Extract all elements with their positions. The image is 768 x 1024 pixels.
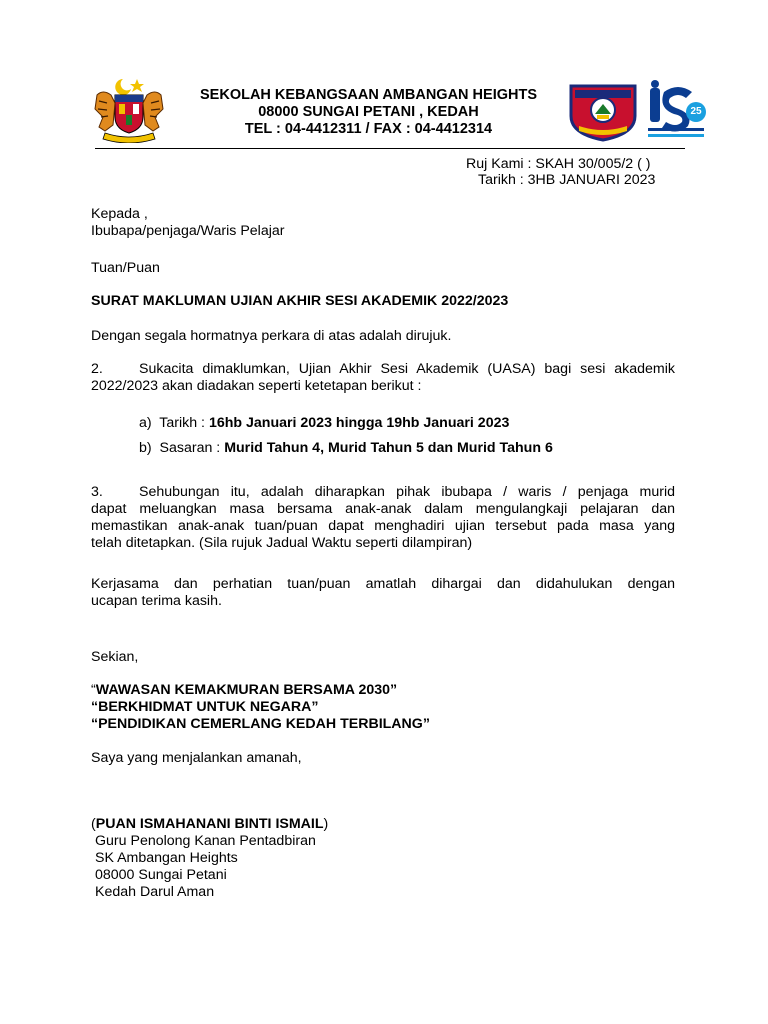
item-value: 16hb Januari 2023 hingga 19hb Januari 2023 [208, 415, 510, 431]
para3-line: dapat meluangkan masa bersama anak-anak dalam mengulangkaji pelajaran dan [91, 501, 675, 517]
para3-line: telah ditetapkan. (Sila rujuk Jadual Waktu seperti dilampiran) [91, 535, 473, 551]
school-crest-logo [567, 82, 639, 142]
motto-1 [91, 682, 397, 699]
motto-2: “BERKHIDMAT UNTUK NEGARA” [91, 699, 319, 715]
para4-line: Kerjasama dan perhatian tuan/puan amatlah dihargai dan didahulukan dengan [91, 576, 675, 592]
badge-stripe [648, 134, 704, 137]
para3-line: Sehubungan itu, adalah diharapkan pihak ibubapa / waris / penjaga murid [139, 484, 675, 500]
item-label: Tarikh : [159, 415, 209, 431]
motto-3: “PENDIDIKAN CEMERLANG KEDAH TERBILANG” [91, 716, 430, 732]
letter-date: Tarikh : 3HB JANUARI 2023 [478, 172, 656, 188]
letter-subject: SURAT MAKLUMAN UJIAN AKHIR SESI AKADEMIK 2022/2023 [91, 293, 509, 309]
school-address: 08000 SUNGAI PETANI , KEDAH [258, 104, 479, 120]
para4-line: ucapan terima kasih. [91, 593, 222, 609]
item-marker: a) [139, 415, 152, 431]
ts25-badge-logo [644, 80, 708, 142]
closing: Sekian, [91, 649, 139, 665]
motto-text: WAWASAN KEMAKMURAN BERSAMA 2030” [95, 682, 398, 698]
signatory-state: Kedah Darul Aman [95, 884, 215, 900]
motto-quote: “ [91, 682, 96, 698]
para2-line: 2022/2023 akan diadakan seperti ketetapan berikut : [91, 378, 422, 394]
item-target [139, 440, 553, 457]
item-value: Murid Tahun 4, Murid Tahun 5 dan Murid Tahun 6 [224, 440, 553, 456]
para3-number: 3. [91, 484, 103, 500]
amanah-line: Saya yang menjalankan amanah, [91, 750, 302, 766]
item-date [139, 415, 509, 432]
paren-open: ( [91, 816, 96, 832]
header-divider [95, 148, 685, 149]
signatory-city: 08000 Sungai Petani [95, 867, 227, 883]
recipient: Ibubapa/penjaga/Waris Pelajar [91, 223, 285, 239]
signatory-name-text: PUAN ISMAHANANI BINTI ISMAIL [95, 816, 324, 832]
salutation: Tuan/Puan [91, 260, 160, 276]
item-label: Sasaran : [159, 440, 225, 456]
reference-number: Ruj Kami : SKAH 30/005/2 ( ) [466, 156, 651, 172]
malaysia-coat-of-arms-logo [93, 75, 165, 143]
school-name: SEKOLAH KEBANGSAAN AMBANGAN HEIGHTS [200, 87, 537, 103]
signatory-title: Guru Penolong Kanan Pentadbiran [95, 833, 316, 849]
paren-close: ) [323, 816, 329, 832]
item-marker: b) [139, 440, 152, 456]
badge-stripe [648, 128, 704, 131]
badge-number: 25 [690, 106, 702, 117]
signatory-school: SK Ambangan Heights [95, 850, 238, 866]
school-contact: TEL : 04-4412311 / FAX : 04-4412314 [244, 121, 493, 137]
recipient-label: Kepada , [91, 206, 148, 222]
para2-number: 2. [91, 361, 103, 377]
intro-paragraph: Dengan segala hormatnya perkara di atas adalah dirujuk. [91, 328, 452, 344]
para3-line: memastikan anak-anak tuan/puan dapat menghadiri ujian tersebut pada masa yang [91, 518, 675, 534]
para2-line: Sukacita dimaklumkan, Ujian Akhir Sesi Akademik (UASA) bagi sesi akademik [139, 361, 675, 377]
signatory-name [91, 816, 328, 833]
